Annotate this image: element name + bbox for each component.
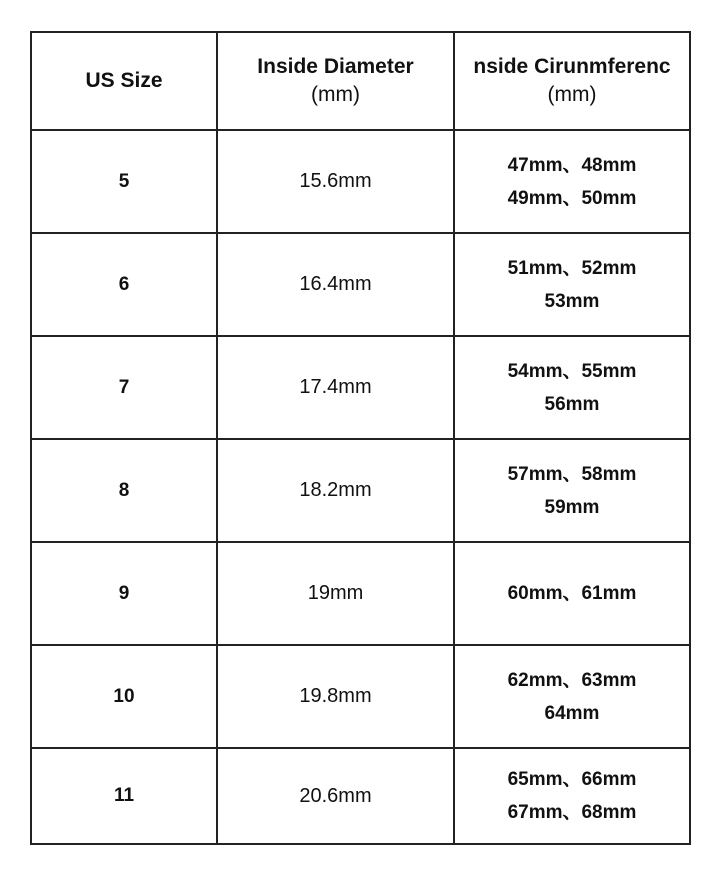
size-cell: 11 (31, 748, 217, 844)
size-cell: 7 (31, 336, 217, 439)
size-cell: 6 (31, 233, 217, 336)
header-inside-circumference (454, 32, 690, 130)
circumference-line-2: 67mm、68mm (507, 802, 637, 823)
header-circumference-label: nside Cirunmferenc (473, 55, 671, 78)
table-row (31, 130, 690, 233)
table-row (31, 645, 690, 748)
circumference-cell (454, 336, 690, 439)
diameter-cell: 20.6mm (217, 748, 454, 844)
size-cell: 10 (31, 645, 217, 748)
circumference-line-2: 53mm (544, 290, 600, 312)
diameter-cell: 18.2mm (217, 439, 454, 542)
table-row (31, 748, 690, 844)
circumference-cell (454, 233, 690, 336)
circumference-line-1: 65mm、66mm (507, 769, 637, 790)
header-row (31, 32, 690, 130)
diameter-cell: 19mm (217, 542, 454, 645)
size-cell: 9 (31, 542, 217, 645)
circumference-cell (454, 439, 690, 542)
size-cell: 5 (31, 130, 217, 233)
diameter-cell: 15.6mm (217, 130, 454, 233)
size-cell: 8 (31, 439, 217, 542)
circumference-line-2: 64mm (544, 702, 600, 724)
circumference-cell (454, 130, 690, 233)
header-diameter-unit: (mm) (311, 83, 360, 106)
ring-size-table (30, 31, 691, 845)
circumference-line-1: 62mm、63mm (507, 669, 637, 691)
circumference-line-1: 54mm、55mm (507, 360, 637, 382)
circumference-line-2: 59mm (544, 496, 600, 518)
diameter-cell: 16.4mm (217, 233, 454, 336)
circumference-line-1: 47mm、48mm (507, 154, 637, 176)
table-row (31, 336, 690, 439)
circumference-line-2: 49mm、50mm (507, 187, 637, 209)
circumference-line-1: 51mm、52mm (507, 257, 637, 279)
diameter-cell: 19.8mm (217, 645, 454, 748)
circumference-line-1: 60mm、61mm (507, 583, 637, 604)
diameter-cell: 17.4mm (217, 336, 454, 439)
header-us-size (31, 32, 217, 130)
circumference-cell (454, 542, 690, 645)
table-row (31, 542, 690, 645)
circumference-cell (454, 748, 690, 844)
header-us-size-label: US Size (85, 69, 163, 92)
header-circumference-unit: (mm) (547, 83, 597, 106)
circumference-line-2: 56mm (544, 393, 600, 415)
table-row (31, 233, 690, 336)
table-row (31, 439, 690, 542)
header-diameter-label: Inside Diameter (257, 55, 414, 78)
circumference-line-1: 57mm、58mm (507, 463, 637, 485)
header-inside-diameter (217, 32, 454, 130)
circumference-cell (454, 645, 690, 748)
